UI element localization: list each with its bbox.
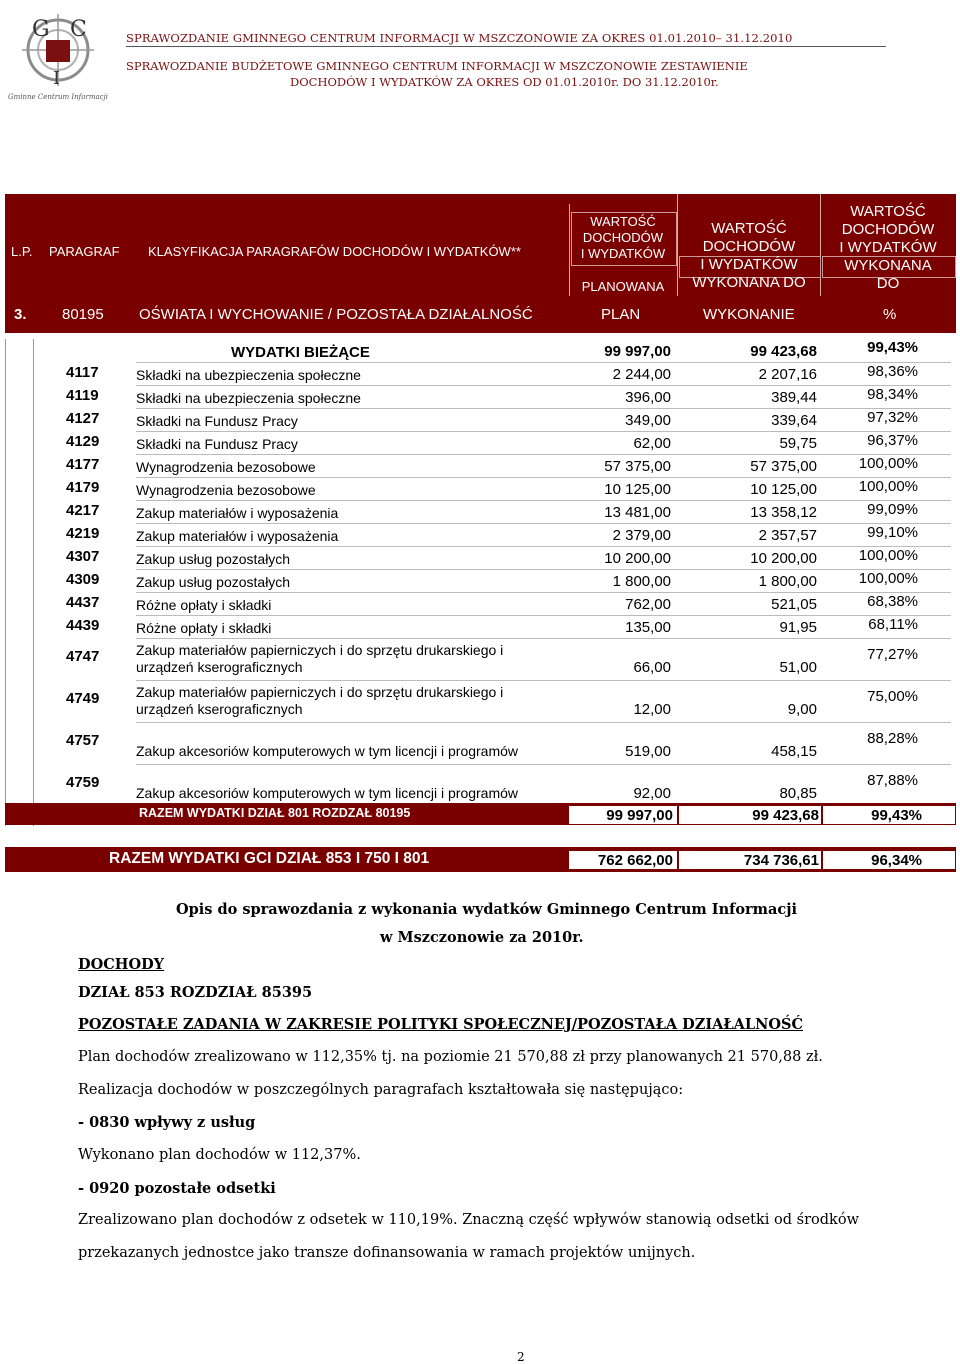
current-wyk: 99 423,68 <box>750 343 817 360</box>
paragraph-realizacja: Realizacja dochodów w poszczególnych paragrafach kształtowała się następująco: <box>78 1082 684 1098</box>
row-wyk: 10 200,00 <box>750 550 817 567</box>
row-pct: 98,34% <box>867 386 918 403</box>
row-name-line: Zakup akcesoriów komputerowych w tym licencji i programów <box>136 743 519 759</box>
row-divider <box>136 764 951 765</box>
row-code: 4219 <box>66 525 100 542</box>
svg-text:G: G <box>32 17 50 42</box>
row-name-line <box>136 768 518 785</box>
row-name-line: Różne opłaty i składki <box>136 597 272 613</box>
row-name-line: Składki na ubezpieczenia społeczne <box>136 367 361 383</box>
table-row <box>5 408 956 431</box>
row-name-line: Zakup materiałów papierniczych i do sprzętu drukarskiego i <box>136 642 504 658</box>
row-divider <box>136 408 951 409</box>
row-pct: 88,28% <box>867 730 918 747</box>
row-code: 4759 <box>66 774 100 791</box>
row-divider <box>136 680 951 681</box>
total-gci-wyk: 734 736,61 <box>743 852 819 869</box>
table-row <box>5 523 956 546</box>
row-pct: 75,00% <box>867 688 918 705</box>
row-name <box>136 726 518 760</box>
section-number: 3. <box>14 306 27 323</box>
row-wyk: 57 375,00 <box>750 458 817 475</box>
row-divider <box>136 385 951 386</box>
row-code: 4439 <box>66 617 100 634</box>
table-row <box>5 500 956 523</box>
row-wyk: 59,75 <box>779 435 817 452</box>
table-row <box>5 431 956 454</box>
row-name <box>136 597 271 614</box>
row-divider <box>136 546 951 547</box>
row-divider <box>136 500 951 501</box>
row-name <box>136 367 361 384</box>
row-code: 4757 <box>66 732 100 749</box>
row-code: 4217 <box>66 502 100 519</box>
row-divider <box>136 638 951 639</box>
col-lp: L.P. <box>11 244 33 259</box>
total-801-plan: 99 997,00 <box>606 807 673 824</box>
col-paragraf: PARAGRAF <box>49 244 120 259</box>
row-wyk: 9,00 <box>787 701 817 718</box>
table-row <box>5 454 956 477</box>
row-code: 4437 <box>66 594 100 611</box>
row-code: 4307 <box>66 548 100 565</box>
heading-0920: - 0920 pozostałe odsetki <box>78 1180 276 1197</box>
table-row <box>5 722 956 764</box>
row-wyk: 91,95 <box>779 619 817 636</box>
row-pct: 100,00% <box>858 570 918 587</box>
header-rule <box>126 46 886 47</box>
paragraph-0830: Wykonano plan dochodów w 112,37%. <box>78 1147 361 1163</box>
row-wyk: 10 125,00 <box>750 481 817 498</box>
col-plan-sub: PLANOWANA <box>581 279 665 294</box>
row-wyk: 339,64 <box>771 412 817 429</box>
row-name-line: Wynagrodzenia bezosobowe <box>136 459 316 475</box>
paragraph-0920-1: Zrealizowano plan dochodów z odsetek w 110,19%. Znaczną część wpływów stanowią odsetki od środków <box>78 1212 859 1228</box>
row-name-line: Różne opłaty i składki <box>136 620 272 636</box>
total-801-label: RAZEM WYDATKI DZIAŁ 801 ROZDZAŁ 80195 <box>139 806 411 820</box>
row-code: 4117 <box>66 364 99 381</box>
current-expenses-row <box>5 339 956 361</box>
row-name <box>136 551 290 568</box>
row-code: 4179 <box>66 479 100 496</box>
row-divider <box>136 477 951 478</box>
row-pct: 68,38% <box>867 593 918 610</box>
section-wykonanie: WYKONANIE <box>703 306 795 323</box>
row-plan: 2 379,00 <box>612 527 671 544</box>
paragraph-plan: Plan dochodów zrealizowano w 112,35% tj. na poziomie 21 570,88 zł przy planowanych 21 570,88 zł. <box>78 1049 823 1065</box>
row-name <box>136 390 361 407</box>
row-code: 4129 <box>66 433 100 450</box>
row-name <box>136 684 503 718</box>
dochody-heading: DOCHODY <box>78 956 165 973</box>
row-wyk: 13 358,12 <box>750 504 817 521</box>
section-code: 80195 <box>62 306 104 323</box>
row-divider <box>136 722 951 723</box>
total-801-wyk-box <box>678 805 822 825</box>
table-row <box>5 362 956 385</box>
table-row <box>5 680 956 722</box>
svg-text:C: C <box>70 17 87 42</box>
row-pct: 100,00% <box>858 455 918 472</box>
header-line-3: DOCHODÓW I WYDATKÓW ZA OKRES OD 01.01.2010r. DO 31.12.2010r. <box>290 75 719 89</box>
row-plan: 66,00 <box>633 659 671 676</box>
col-klasyfikacja: KLASYFIKACJA PARAGRAFÓW DOCHODÓW I WYDATKÓW** <box>148 244 521 259</box>
header-line-2: SPRAWOZDANIE BUDŻETOWE GMINNEGO CENTRUM INFORMACJI W MSZCZONOWIE ZESTAWIENIE <box>126 59 748 73</box>
row-plan: 396,00 <box>625 389 671 406</box>
row-code: 4177 <box>66 456 100 473</box>
row-name <box>136 620 271 637</box>
row-name <box>136 505 338 522</box>
row-name-line: Zakup materiałów i wyposażenia <box>136 505 339 521</box>
row-pct: 100,00% <box>858 547 918 564</box>
total-gci-row <box>5 847 956 872</box>
row-divider <box>136 523 951 524</box>
row-pct: 99,10% <box>867 524 918 541</box>
total-gci-wyk-box <box>678 850 822 870</box>
row-name <box>136 768 518 802</box>
heading-0830: - 0830 wpływy z usług <box>78 1114 256 1131</box>
row-name-line: Zakup usług pozostałych <box>136 574 291 590</box>
row-name-line: Składki na Fundusz Pracy <box>136 413 298 429</box>
total-gci-plan-box <box>568 850 678 870</box>
total-801-plan-box <box>568 805 678 825</box>
row-divider <box>136 592 951 593</box>
row-code: 4747 <box>66 648 100 665</box>
table-row <box>5 569 956 592</box>
gci-logo <box>6 10 110 102</box>
section-row <box>5 296 956 333</box>
row-name-line: Zakup usług pozostałych <box>136 551 291 567</box>
row-pct: 68,11% <box>868 616 918 633</box>
row-wyk: 2 207,16 <box>758 366 817 383</box>
row-code: 4119 <box>66 387 99 404</box>
total-gci-plan: 762 662,00 <box>597 852 673 869</box>
total-gci-label: RAZEM WYDATKI GCI DZIAŁ 853 I 750 I 801 <box>109 850 430 867</box>
description-title-2: w Mszczonowie za 2010r. <box>380 929 584 946</box>
total-801-pct: 99,43% <box>871 807 922 824</box>
row-plan: 10 200,00 <box>604 550 671 567</box>
row-name <box>136 436 298 453</box>
row-plan: 62,00 <box>633 435 671 452</box>
svg-text:I: I <box>53 68 61 89</box>
col-wyk-header: WARTOŚĆ DOCHODÓW I WYDATKÓW WYKONANA DO <box>692 220 806 291</box>
row-plan: 349,00 <box>625 412 671 429</box>
table-row <box>5 615 956 638</box>
row-name <box>136 413 298 430</box>
row-pct: 97,32% <box>867 409 918 426</box>
row-wyk: 389,44 <box>771 389 817 406</box>
row-pct: 99,09% <box>867 501 918 518</box>
col-pct-header: WARTOŚĆ DOCHODÓW I WYDATKÓW WYKONANA DO <box>839 203 937 292</box>
table-row <box>5 764 956 806</box>
section-name: OŚWIATA I WYCHOWANIE / POZOSTAŁA DZIAŁALNOŚĆ <box>139 306 533 323</box>
row-name <box>136 574 290 591</box>
header-line-1: SPRAWOZDANIE GMINNEGO CENTRUM INFORMACJI W MSZCZONOWIE ZA OKRES 01.01.2010– 31.12.2010 <box>126 31 793 45</box>
total-801-row <box>5 803 956 825</box>
row-name-line: Zakup akcesoriów komputerowych w tym licencji i programów <box>136 785 519 801</box>
current-pct: 99,43% <box>867 339 918 356</box>
row-pct: 77,27% <box>867 646 918 663</box>
row-wyk: 2 357,57 <box>758 527 817 544</box>
row-plan: 1 800,00 <box>612 573 671 590</box>
row-pct: 98,36% <box>867 363 918 380</box>
row-pct: 87,88% <box>867 772 918 789</box>
row-pct: 96,37% <box>867 432 918 449</box>
row-plan: 519,00 <box>625 743 671 760</box>
row-plan: 135,00 <box>625 619 671 636</box>
row-pct: 100,00% <box>858 478 918 495</box>
total-801-pct-box <box>822 805 956 825</box>
col-divider <box>820 194 821 296</box>
row-name <box>136 482 316 499</box>
row-wyk: 458,15 <box>771 743 817 760</box>
row-divider <box>136 615 951 616</box>
row-name <box>136 459 316 476</box>
row-name-line: Zakup materiałów i wyposażenia <box>136 528 339 544</box>
current-label: WYDATKI BIEŻĄCE <box>231 344 370 361</box>
row-code: 4309 <box>66 571 100 588</box>
table-body <box>5 339 956 826</box>
col-divider <box>569 204 570 296</box>
col-plan-header: WARTOŚĆ DOCHODÓW I WYDATKÓW <box>580 214 666 261</box>
pozostale-heading: POZOSTAŁE ZADANIA W ZAKRESIE POLITYKI SPOŁECZNEJ/POZOSTAŁA DZIAŁALNOŚĆ <box>78 1016 803 1033</box>
row-divider <box>136 569 951 570</box>
table-row <box>5 592 956 615</box>
table-row <box>5 477 956 500</box>
current-plan: 99 997,00 <box>604 343 671 360</box>
row-wyk: 80,85 <box>779 785 817 802</box>
row-wyk: 521,05 <box>771 596 817 613</box>
row-plan: 57 375,00 <box>604 458 671 475</box>
description-title-1: Opis do sprawozdania z wykonania wydatków Gminnego Centrum Informacji <box>176 901 798 918</box>
row-name <box>136 642 503 676</box>
row-wyk: 1 800,00 <box>758 573 817 590</box>
row-name-line: Wynagrodzenia bezosobowe <box>136 482 316 498</box>
row-name-line: urządzeń kserograficznych <box>136 659 303 675</box>
table-row <box>5 546 956 569</box>
table-row <box>5 638 956 680</box>
row-code: 4749 <box>66 690 100 707</box>
row-code: 4127 <box>66 410 100 427</box>
dzial-heading: DZIAŁ 853 ROZDZIAŁ 85395 <box>78 984 313 1001</box>
svg-text:Gminne Centrum Informacji: Gminne Centrum Informacji <box>8 93 108 101</box>
row-plan: 92,00 <box>633 785 671 802</box>
row-divider <box>136 431 951 432</box>
section-plan: PLAN <box>601 306 641 323</box>
row-plan: 10 125,00 <box>604 481 671 498</box>
row-plan: 13 481,00 <box>604 504 671 521</box>
table-row <box>5 385 956 408</box>
row-name-line: Składki na ubezpieczenia społeczne <box>136 390 361 406</box>
row-plan: 2 244,00 <box>612 366 671 383</box>
row-name-line: Zakup materiałów papierniczych i do sprzętu drukarskiego i <box>136 684 504 700</box>
total-gci-pct: 96,34% <box>871 852 922 869</box>
total-gci-pct-box <box>822 850 956 870</box>
row-divider <box>136 362 951 363</box>
row-divider <box>136 454 951 455</box>
total-801-wyk: 99 423,68 <box>752 807 819 824</box>
table-header <box>5 194 956 333</box>
page-number: 2 <box>517 1350 525 1364</box>
row-name-line: Składki na Fundusz Pracy <box>136 436 298 452</box>
row-name-line: urządzeń kserograficznych <box>136 701 303 717</box>
section-pct: % <box>883 306 897 323</box>
paragraph-0920-2: przekazanych jednostce jako transze dofinansowania w ramach projektów unijnych. <box>78 1245 696 1261</box>
row-name-line <box>136 726 518 743</box>
row-plan: 12,00 <box>633 701 671 718</box>
row-wyk: 51,00 <box>779 659 817 676</box>
col-divider <box>677 194 678 296</box>
row-name <box>136 528 338 545</box>
row-plan: 762,00 <box>625 596 671 613</box>
